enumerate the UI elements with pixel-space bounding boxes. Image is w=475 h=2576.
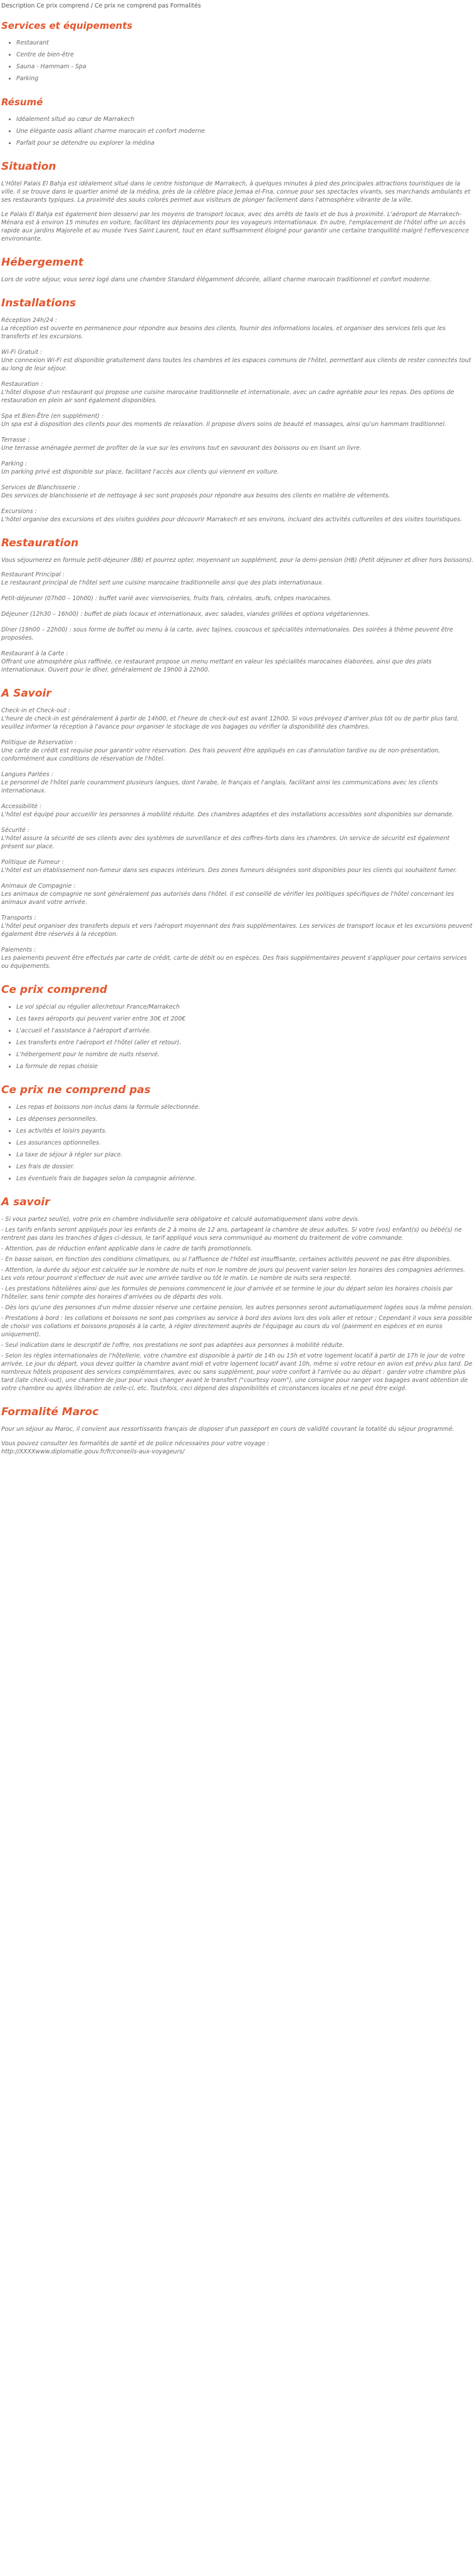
info-block — [1, 914, 474, 938]
list-item: • Idéalement situé au cœur de Marrakech — [16, 115, 474, 123]
a-savoir-2-list — [1, 1215, 474, 1393]
block-text: L'hôtel dispose d'un restaurant qui propose une cuisine marocaine traditionnelle et internationale, avec un cadre agréable pour les repas. Des options de restauration en plein air sont également disponibles. — [1, 389, 454, 404]
a-savoir-2-heading: A savoir — [1, 1196, 50, 1208]
tab-ce-prix-comprend[interactable]: Ce prix comprend — [36, 3, 89, 9]
tab-bar: Description Ce prix comprend / Ce prix ne comprend pas Formalités — [1, 3, 201, 9]
info-block — [1, 946, 474, 970]
info-block — [1, 348, 474, 373]
block-text: Déjeuner (12h30 – 16h00) : buffet de plats locaux et internationaux, avec salades, viandes grillées et options végétariennes. — [1, 611, 370, 618]
note-paragraph: - Seul indication dans le descriptif de l'offre, nos prestations ne sont pas adaptées aux personnes à mobilité réduite. — [1, 1342, 345, 1349]
block-text: Offrant une atmosphère plus raffinée, ce restaurant propose un menu mettant en valeur les spécialités marocaines élaborées, ainsi que des plats internationaux. Ouvert pour le dîner, généralement de 19h00 à 22h00. — [1, 658, 432, 673]
list-item: • Les transferts entre l'aéroport et l'hôtel (aller et retour). — [16, 1039, 474, 1047]
info-block — [1, 484, 474, 500]
list-item: • Les frais de dossier. — [16, 1163, 474, 1171]
restauration-list — [1, 571, 474, 674]
block-label: Check-in et Check-out : — [1, 707, 70, 714]
block-text: Le restaurant principal de l'hôtel sert une cuisine marocaine traditionnelle ainsi que des plats internationaux. — [1, 579, 324, 586]
info-block — [1, 650, 474, 674]
info-block — [1, 595, 474, 603]
info-block — [1, 858, 474, 875]
block-text: L'hôtel peut organiser des transferts depuis et vers l'aéroport moyennant des frais supplémentaires. Les services de transport locaux et les excursions peuvent également être réservés à la réception. — [1, 923, 472, 938]
block-text: L'hôtel est équipé pour accueillir les personnes à mobilité réduite. Des chambres adaptées et des installations accessibles sont disponibles sur demande. — [1, 811, 454, 818]
block-text: Une terrasse aménagée permet de profiter de la vue sur les environs tout en savourant des boissons ou en lisant un livre. — [1, 445, 362, 452]
list-item: • Les repas et boissons non inclus dans la formule sélectionnée. — [16, 1103, 474, 1111]
services-list — [1, 39, 474, 83]
note-paragraph: - En basse saison, en fonction des conditions climatiques, ou si l'affluence de l'hôtel est insuffisante, certaines activités peuvent ne pas être disponibles. — [1, 1256, 452, 1263]
prix-ne-comprend-heading: Ce prix ne comprend pas — [1, 1084, 151, 1096]
block-text: Dîner (19h00 – 22h00) : sous forme de buffet ou menu à la carte, avec tajines, couscous et spécialités internationales. Des soirées à thème peuvent être proposées. — [1, 626, 453, 641]
block-label: Restaurant Principal : — [1, 571, 65, 578]
hebergement-heading: Hébergement — [1, 256, 84, 269]
list-item: • La formule de repas choisie — [16, 1062, 474, 1071]
block-text: Petit-déjeuner (07h00 – 10h00) : buffet varié avec viennoiseries, fruits frais, céréales, œufs, crêpes marocaines. — [1, 595, 332, 602]
block-label: Politique de Fumeur : — [1, 859, 65, 866]
installations-heading: Installations — [1, 297, 76, 309]
list-item: • Les assurances optionnelles. — [16, 1139, 474, 1147]
note-paragraph: - Si vous partez seul(e), votre prix en chambre individuelle sera obligatoire et calculé automatiquement dans votre devis. — [1, 1216, 360, 1223]
block-text: Un parking privé est disponible sur place, facilitant l'accès aux clients qui viennent en voiture. — [1, 469, 279, 475]
block-label: Spa et Bien-Être (en supplément) : — [1, 413, 104, 420]
block-text: L'heure de check-in est généralement à partir de 14h00, et l'heure de check-out est avant 12h00. Si vous prévoyez d'arriver plus tôt ou de partir plus tard, veuillez informer la réception à l'avance pour organiser le stockage de vos bagages ou vérifier la disponibilité des chambres. — [1, 715, 459, 730]
situation-paragraph: Le Palais El Bahja est également bien desservi par les moyens de transport locaux, avec des arrêts de taxis et de bus à proximité. L'aéroport de Marrakech-Ménara est à environ 15 minutes en voiture, facilitant les déplacements pour les voyageurs internationaux. En outre, l'emplacement de l'hôtel offre un accès rapide aux jardins Majorelle et au musée Yves Saint Laurent, tout en étant suffisamment éloigné pour garantir une certaine tranquillité malgré l'effervescence environnante. — [1, 211, 469, 242]
info-block — [1, 507, 474, 524]
info-block — [1, 436, 474, 452]
block-label: Politique de Réservation : — [1, 739, 77, 746]
list-item: • Une élégante oasis alliant charme marocain et confort moderne — [16, 127, 474, 135]
formalite-heading: Formalité Maroc — [1, 1406, 99, 1418]
block-text: Une connexion Wi-Fi est disponible gratuitement dans toutes les chambres et les espaces communs de l'hôtel, permettant aux clients de rester connectés tout au long de leur séjour. — [1, 357, 471, 372]
restauration-heading: Restauration — [1, 537, 79, 549]
list-item: • L'accueil et l'assistance à l'aéroport d'arrivée. — [16, 1027, 474, 1035]
info-block — [1, 882, 474, 906]
formalite-link[interactable]: http://XXXXwww.diplomatie.gouv.fr/fr/conseils-aux-voyageurs/ — [1, 1448, 185, 1455]
list-item: • Les dépenses personnelles. — [16, 1115, 474, 1123]
block-label: Réception 24h/24 : — [1, 317, 58, 324]
info-block — [1, 826, 474, 851]
prix-comprend-list — [1, 1003, 474, 1071]
services-heading: Services et équipements — [1, 20, 133, 31]
list-item: • Les éventuels frais de bagages selon la compagnie aérienne. — [16, 1175, 474, 1183]
tab-description[interactable]: Description — [1, 3, 35, 9]
list-item: • Parking — [16, 75, 474, 83]
tab-ce-prix-ne-comprend-pas[interactable]: Ce prix ne comprend pas — [95, 3, 169, 9]
block-text: La réception est ouverte en permanence pour répondre aux besoins des clients, fournir des informations locales, et organiser des services tels que les transferts et les excursions. — [1, 325, 446, 340]
block-label: Parking : — [1, 460, 28, 467]
list-item: • Les activités et loisirs payants. — [16, 1127, 474, 1135]
info-block — [1, 802, 474, 819]
block-text: L'hôtel assure la sécurité de ses clients avec des systèmes de surveillance et des coffres-forts dans les chambres. Un service de sécurité est également présent sur place. — [1, 835, 450, 850]
info-block — [1, 739, 474, 763]
info-block — [1, 460, 474, 476]
block-label: Sécurité : — [1, 827, 29, 834]
a-savoir-heading: A Savoir — [1, 687, 51, 700]
note-paragraph: - Attention, la durée du séjour est calculée sur le nombre de nuits et non le nombre de jours qui peuvent varier selon les horaires des compagnies aériennes. Les vols retour pourront s'effectuer de nuit avec une arrivée tardive ou tôt le matin. Le nombre de nuits sera respecté. — [1, 1267, 466, 1282]
block-text: Un spa est à disposition des clients pour des moments de relaxation. Il propose divers soins de beauté et massages, ainsi qu'un hammam traditionnel. — [1, 421, 447, 428]
note-paragraph: - Dès lors qu'une des personnes d'un même dossier réserve une certaine pension, les autres personnes seront automatiquement logées sous la même pension. — [1, 1304, 473, 1311]
note-paragraph: - Attention, pas de réduction enfant applicable dans le cadre de tarifs promotionnels. — [1, 1245, 253, 1252]
list-item: • Sauna - Hammam - Spa — [16, 63, 474, 71]
list-item: • Centre de bien-être — [16, 51, 474, 59]
block-label: Restauration : — [1, 381, 43, 388]
note-paragraph: - Les prestations hôtelières ainsi que les formules de pensions commencent le jour d'arrivée et se termine le jour du départ selon les horaires choisis par l'hôtelier, sans tenir compte des horaires d'arrivées ou de départs des vols. — [1, 1285, 453, 1301]
hebergement-text: Lors de votre séjour, vous serez logé dans une chambre Standard élégamment décorée, alliant charme marocain traditionnel et confort moderne. — [1, 276, 432, 283]
prix-comprend-heading: Ce prix comprend — [1, 984, 108, 996]
info-block — [1, 412, 474, 428]
block-label: Transports : — [1, 915, 36, 922]
block-text: L'hôtel est un établissement non-fumeur dans ses espaces intérieurs. Des zones fumeurs désignées sont disponibles pour les clients qui souhaitent fumer. — [1, 867, 457, 874]
block-label: Paiements : — [1, 947, 36, 953]
block-text: L'hôtel organise des excursions et des visites guidées pour découvrir Marrakech et ses environs, incluant des activités culturelles et des visites touristiques. — [1, 516, 462, 523]
a-savoir-list — [1, 707, 474, 970]
note-paragraph: - Selon les règles internationales de l'hôtellerie, votre chambre est disponible à partir de 14h ou 15h et votre logement locatif à partir de 17h le jour de votre arrivée. Le jour du départ, vous devez quitter la chambre avant midi et votre logement locatif avant 10h, même si votre retour en avion est prévu plus tard. De nombreux hôtels proposent des services complémentaires, avec ou sans supplément, pour votre confort à l'arrivée ou au départ : garder votre chambre plus tard (late check-out), une chambre de jour pour vous changer avant le transfert ("courtesy room"), une consigne pour ranger vos bagages avant obtention de votre chambre ou après libération de celle-ci, etc. Toutefois, ceci dépend des disponibilités et circonstances locales et ne peut être exigé. — [1, 1353, 472, 1392]
restauration-intro: Vous séjournerez en formule petit-déjeuner (BB) et pourrez opter, moyennant un supplément, pour la demi-pension (HB) (Petit déjeuner et dîner hors boissons). — [1, 557, 474, 564]
block-label: Wi-Fi Gratuit : — [1, 349, 43, 356]
prix-ne-comprend-list — [1, 1103, 474, 1183]
list-item: • Les taxes aéroports qui peuvent varier entre 30€ et 200€ — [16, 1015, 474, 1023]
list-item: • Parfait pour se détendre ou explorer la médina — [16, 139, 474, 147]
tab-formalites[interactable]: Formalités — [170, 3, 201, 9]
list-item: • L'hébergement pour le nombre de nuits réservé. — [16, 1051, 474, 1059]
note-paragraph: - Prestations à bord : les collations et boissons ne sont pas comprises au service à bord des avions lors des vols aller et retour ; Cependant il vous sera possible de choisir vos collations et boissons proposés à la carte, à régler directement auprès de l'équipage au cours du vol (paiement en espèces et en euros uniquement). — [1, 1315, 472, 1338]
block-label: Accessibilité : — [1, 803, 42, 810]
info-block — [1, 626, 474, 642]
situation-paragraph: L'Hôtel Palais El Bahja est idéalement situé dans le centre historique de Marrakech, à quelques minutes à pied des principales attractions touristiques de la ville. Il se trouve dans le quartier animé de la médina, près de la célèbre place Jemaa el-Fna, connue pour ses spectacles vivants, ses marchands ambulants et ses restaurants typiques. La proximité des souks colorés permet aux visiteurs de plonger facilement dans l'atmosphère vibrante de la ville. — [1, 180, 471, 204]
info-block — [1, 571, 474, 587]
block-label: Animaux de Compagnie : — [1, 883, 76, 890]
installations-list — [1, 316, 474, 524]
resume-list — [1, 115, 474, 147]
block-text: Une carte de crédit est requise pour garantir votre réservation. Des frais peuvent être appliqués en cas d'annulation tardive ou de non-présentation, conformément aux conditions de réservation de l'hôtel. — [1, 747, 441, 762]
info-block — [1, 610, 474, 618]
block-label: Excursions : — [1, 508, 37, 515]
note-paragraph: - Les tarifs enfants seront appliqués pour les enfants de 2 à moins de 12 ans, partageant la chambre de deux adultes. Si votre (vos) enfant(s) ou bébé(s) ne rentrent pas dans les tranches d'âges ci-dessus, le tarif appliqué vous sera communiqué au moment du traitement de votre commande. — [1, 1227, 462, 1242]
block-label: Terrasse : — [1, 437, 30, 444]
formalite-paragraph: Vous pouvez consulter les formalités de santé et de police nécessaires pour votre voyage : — [1, 1440, 269, 1447]
info-block — [1, 707, 474, 731]
list-item: • La taxe de séjour à régler sur place. — [16, 1151, 474, 1159]
situation-heading: Situation — [1, 160, 56, 173]
info-block — [1, 380, 474, 405]
block-label: Langues Parlées : — [1, 771, 53, 778]
block-text: Les animaux de compagnie ne sont généralement pas autorisés dans l'hôtel. Il est conseillé de vérifier les politiques spécifiques de l'hôtel concernant les animaux avant votre arrivée. — [1, 891, 454, 906]
block-text: Le personnel de l'hôtel parle couramment plusieurs langues, dont l'arabe, le français et l'anglais, facilitant ainsi les communications avec les clients internationaux. — [1, 779, 438, 794]
block-label: Restaurant à la Carte : — [1, 650, 68, 657]
block-label: Services de Blanchisserie : — [1, 484, 80, 491]
list-item: • Le vol spécial ou régulier aller/retour France/Marrakech — [16, 1003, 474, 1011]
formalite-paragraph: Pour un séjour au Maroc, il convient aux ressortissants français de disposer d'un passeport en cours de validité couvrant la totalité du séjour programmé. — [1, 1426, 454, 1433]
info-block — [1, 771, 474, 795]
info-block — [1, 316, 474, 341]
resume-heading: Résumé — [1, 96, 43, 108]
block-text: Des services de blanchisserie et de nettoyage à sec sont proposés pour répondre aux besoins des clients en matière de vêtements. — [1, 492, 390, 499]
block-text: Les paiements peuvent être effectués par carte de crédit, carte de débit ou en espèces. Des frais supplémentaires peuvent s'appliquer pour certains services ou équipements. — [1, 955, 467, 970]
list-item: • Restaurant — [16, 39, 474, 47]
